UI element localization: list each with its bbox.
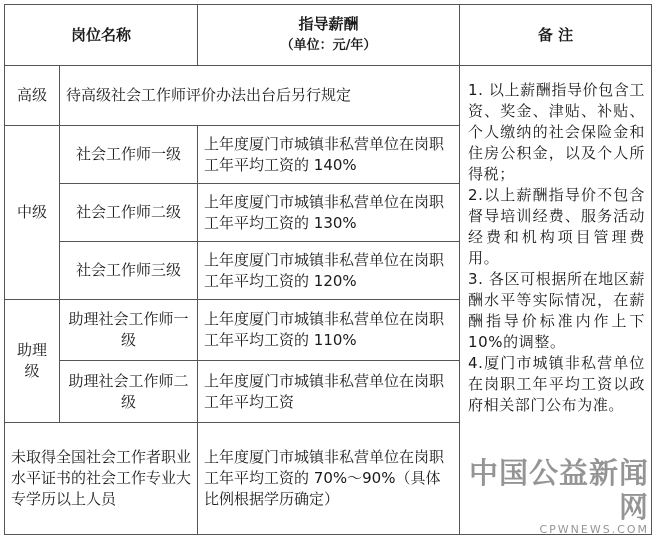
title-mid-1: 社会工作师一级 [60,126,198,184]
header-salary-title: 指导薪酬 [298,15,359,33]
note-2: 2.以上薪酬指导价不包含督导培训经费、服务活动经费和机构项目管理费用。 [468,186,646,267]
header-salary-unit: （单位：元/年） [280,38,377,53]
title-mid-3: 社会工作师三级 [60,242,198,300]
title-mid-2: 社会工作师二级 [60,184,198,242]
salary-mid-1: 上年度厦门市城镇非私营单位在岗职工年平均工资的 140% [198,126,460,184]
watermark [460,456,649,535]
salary-mid-2: 上年度厦门市城镇非私营单位在岗职工年平均工资的 130% [198,184,460,242]
title-no-cert: 未取得全国社会工作者职业水平证书的社会工作专业大专学历以上人员 [5,423,198,535]
header-row [5,5,652,66]
title-asst-2: 助理社会工作师二级 [60,361,198,423]
note-3: 3. 各区可根据所在地区薪酬水平等实际情况，在薪酬指导价标准内作上下 10%的调整。 [468,270,646,351]
header-salary [198,5,460,66]
row-senior [5,66,652,126]
watermark-url: CPWNEWS.COM [539,523,650,535]
notes-cell [460,66,652,535]
salary-mid-3: 上年度厦门市城镇非私营单位在岗职工年平均工资的 120% [198,242,460,300]
header-position-name: 岗位名称 [5,5,198,66]
title-asst-1: 助理社会工作师一级 [60,300,198,361]
salary-no-cert: 上年度厦门市城镇非私营单位在岗职工年平均工资的 70%～90%（具体比例根据学历确定） [198,423,460,535]
senior-salary-note: 待高级社会工作师评价办法出台后另行规定 [60,66,460,126]
level-assistant: 助理级 [5,300,60,423]
salary-asst-2: 上年度厦门市城镇非私营单位在岗职工年平均工资 [198,361,460,423]
salary-guide-table [4,4,652,535]
level-senior: 高级 [5,66,60,126]
note-4: 4.厦门市城镇非私营单位在岗职工年平均工资以政府相关部门公布为准。 [468,354,646,414]
header-notes: 备 注 [460,5,652,66]
salary-asst-1: 上年度厦门市城镇非私营单位在岗职工年平均工资的 110% [198,300,460,361]
note-1: 1. 以上薪酬指导价包含工资、奖金、津贴、补贴、个人缴纳的社会保险金和住房公积金，以及个人所得税； [468,81,646,183]
level-mid: 中级 [5,126,60,300]
watermark-title: 中国公益新闻网 [469,456,650,524]
